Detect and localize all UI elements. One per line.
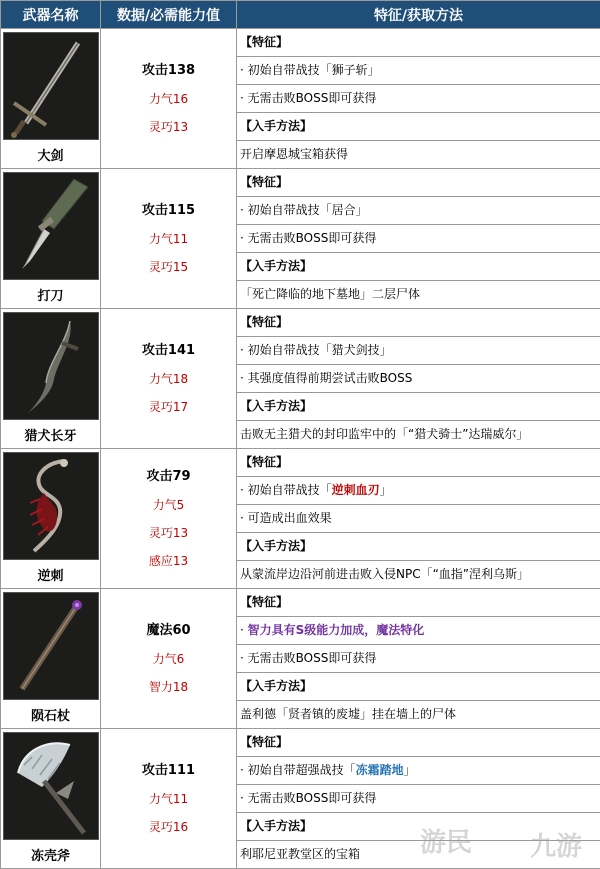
weapon-cell (1, 309, 101, 449)
feature-header: 【特征】 (237, 449, 600, 477)
reverse-thorn-icon (3, 452, 99, 560)
feature-text: · 初始自带超强战技「 (240, 763, 356, 777)
requirement-value: 力气11 (101, 225, 236, 253)
acquire-header: 【入手方法】 (237, 393, 600, 421)
feature-line-1 (237, 617, 600, 645)
feature-line-1 (237, 477, 600, 505)
requirement-value: 灵巧13 (101, 519, 236, 547)
requirement-value: 灵巧15 (101, 253, 236, 281)
attack-value: 攻击111 (101, 757, 236, 785)
attack-value: 攻击141 (101, 337, 236, 365)
acquire-method: 「死亡降临的地下墓地」二层尸体 (237, 281, 600, 309)
weapon-stats (101, 169, 237, 309)
feature-highlight: 冻霜踏地 (356, 763, 404, 777)
weapon-cell (1, 29, 101, 169)
feature-line-1 (237, 757, 600, 785)
feature-line-2: · 无需击败BOSS即可获得 (237, 785, 600, 813)
feature-line-1 (237, 57, 600, 85)
weapon-name: 打刀 (1, 280, 100, 304)
feature-text: · 初始自带战技「狮子斩」 (240, 63, 380, 77)
feature-text: · 初始自带战技「猎犬剑技」 (240, 343, 392, 357)
weapon-row (1, 449, 600, 477)
feature-header: 【特征】 (237, 589, 600, 617)
weapon-row (1, 729, 600, 757)
weapon-row (1, 589, 600, 617)
requirement-value: 灵巧16 (101, 813, 236, 841)
feature-highlight: 逆刺血刃 (332, 483, 380, 497)
requirement-value: 力气18 (101, 365, 236, 393)
weapon-stats (101, 309, 237, 449)
header-features: 特征/获取方法 (237, 1, 600, 29)
weapon-stats (101, 29, 237, 169)
feature-header: 【特征】 (237, 169, 600, 197)
feature-line-2: · 其强度值得前期尝试击败BOSS (237, 365, 600, 393)
acquire-method: 从蒙流岸边沿河前进击败入侵NPC「“血指”涅利乌斯」 (237, 561, 600, 589)
meteor-staff-icon (3, 592, 99, 700)
weapon-cell (1, 449, 101, 589)
weapon-name: 陨石杖 (1, 700, 100, 724)
acquire-header: 【入手方法】 (237, 673, 600, 701)
requirement-value: 灵巧17 (101, 393, 236, 421)
weapon-name: 猎犬长牙 (1, 420, 100, 444)
frost-axe-icon (3, 732, 99, 840)
attack-value: 攻击115 (101, 197, 236, 225)
attack-value: 魔法60 (101, 617, 236, 645)
greatsword-icon (3, 32, 99, 140)
watermark-left: 游民 (420, 822, 472, 859)
feature-header: 【特征】 (237, 729, 600, 757)
feature-line-1 (237, 337, 600, 365)
weapon-row (1, 169, 600, 197)
weapon-name: 冻壳斧 (1, 840, 100, 864)
weapon-stats (101, 449, 237, 589)
hound-fang-icon (3, 312, 99, 420)
attack-value: 攻击79 (101, 463, 236, 491)
feature-text: · 初始自带战技「居合」 (240, 203, 368, 217)
feature-text-end: 」 (380, 483, 392, 497)
feature-line-2: · 无需击败BOSS即可获得 (237, 645, 600, 673)
feature-line-2: · 可造成出血效果 (237, 505, 600, 533)
feature-text: · 初始自带战技「 (240, 483, 332, 497)
weapon-row (1, 29, 600, 57)
weapon-row (1, 309, 600, 337)
feature-text-end: 」 (404, 763, 416, 777)
weapon-cell (1, 729, 101, 869)
requirement-value: 智力18 (101, 673, 236, 701)
acquire-method: 利耶尼亚教堂区的宝箱 (237, 841, 600, 869)
weapon-stats (101, 729, 237, 869)
acquire-header: 【入手方法】 (237, 533, 600, 561)
feature-header: 【特征】 (237, 29, 600, 57)
acquire-header: 【入手方法】 (237, 253, 600, 281)
weapon-cell (1, 169, 101, 309)
requirement-value: 灵巧13 (101, 113, 236, 141)
requirement-value: 力气16 (101, 85, 236, 113)
weapon-cell (1, 589, 101, 729)
feature-line-2: · 无需击败BOSS即可获得 (237, 85, 600, 113)
feature-line-2: · 无需击败BOSS即可获得 (237, 225, 600, 253)
header-weapon-name: 武器名称 (1, 1, 101, 29)
acquire-header: 【入手方法】 (237, 813, 600, 841)
table-header (1, 1, 600, 29)
attack-value: 攻击138 (101, 57, 236, 85)
requirement-value: 力气5 (101, 491, 236, 519)
feature-highlight: 智力具有S级能力加成，魔法特化 (248, 623, 425, 637)
requirement-value: 感应13 (101, 547, 236, 575)
weapon-name: 逆刺 (1, 560, 100, 584)
weapon-stats (101, 589, 237, 729)
acquire-method: 盖利德「贤者镇的废墟」挂在墙上的尸体 (237, 701, 600, 729)
requirement-value: 力气6 (101, 645, 236, 673)
feature-header: 【特征】 (237, 309, 600, 337)
watermark-right: 九游 (530, 826, 582, 863)
header-stats: 数据/必需能力值 (101, 1, 237, 29)
requirement-value: 力气11 (101, 785, 236, 813)
acquire-header: 【入手方法】 (237, 113, 600, 141)
weapon-name: 大剑 (1, 140, 100, 164)
acquire-method: 击败无主猎犬的封印监牢中的「“猎犬骑士”达瑞威尔」 (237, 421, 600, 449)
feature-line-1 (237, 197, 600, 225)
acquire-method: 开启摩恩城宝箱获得 (237, 141, 600, 169)
feature-text: · (240, 623, 248, 637)
katana-icon (3, 172, 99, 280)
